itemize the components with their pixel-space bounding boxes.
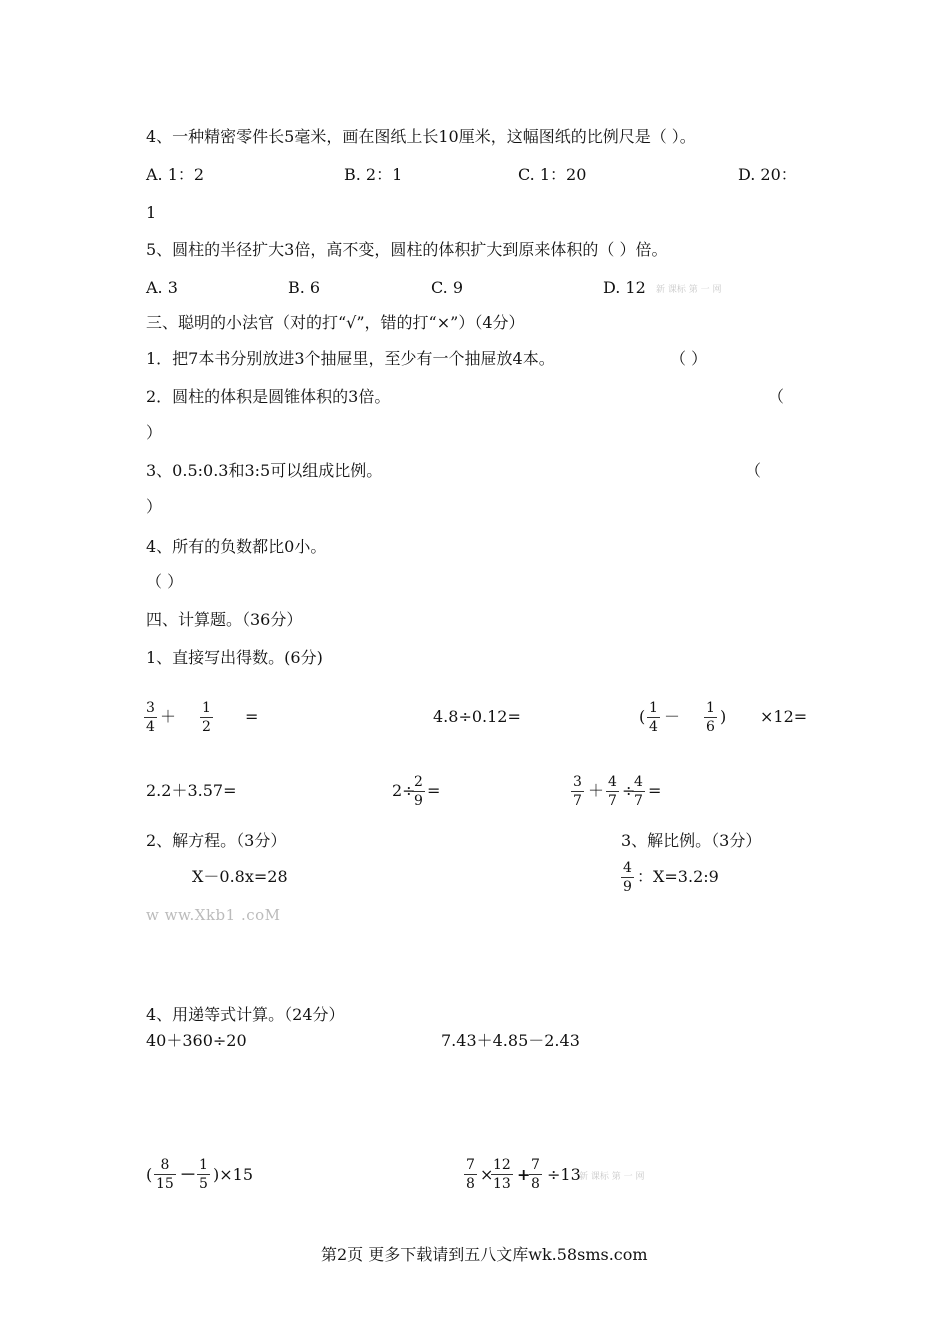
numerator: 4: [634, 774, 643, 790]
paren-close: ): [720, 707, 727, 726]
denominator: 8: [466, 1176, 475, 1192]
denominator: 9: [623, 879, 632, 895]
q5-option-d: D. 12: [603, 278, 646, 297]
numerator: 3: [146, 700, 155, 716]
fraction-bar: [647, 717, 660, 718]
fraction: [197, 1157, 210, 1192]
fraction: [412, 774, 425, 809]
sub4-problem-2: 7.43＋4.85－2.43: [441, 1031, 580, 1050]
q5-option-b: B. 6: [288, 278, 321, 297]
numerator: 4: [608, 774, 617, 790]
fraction: [200, 700, 213, 735]
denominator: 4: [146, 719, 155, 735]
operator: －: [664, 707, 681, 726]
denominator: 5: [199, 1176, 208, 1192]
sub4-problem-3-tail: )×15: [213, 1165, 254, 1184]
q4-option-a: A. 1：2: [146, 165, 205, 184]
q5-option-a: A. 3: [146, 278, 178, 297]
paren-open: (: [639, 707, 646, 726]
s3-item-2-answer-open: （: [768, 387, 785, 406]
operator: ÷: [622, 781, 636, 800]
operator: ×: [480, 1165, 494, 1184]
operator: ＋: [160, 707, 177, 726]
fraction: [704, 700, 717, 735]
q4-option-c: C. 1：20: [518, 165, 587, 184]
fraction-bar: [529, 1174, 542, 1175]
s3-item-4-answer: （ ）: [146, 572, 184, 591]
sub2-title: 2、解方程。（3分）: [146, 831, 287, 850]
operator: －: [180, 1165, 197, 1184]
fraction-bar: [571, 791, 584, 792]
s3-item-3-answer-close: ）: [146, 497, 163, 516]
s3-item-4: 4、所有的负数都比0小。: [146, 537, 327, 556]
section4-title: 四、计算题。（36分）: [146, 610, 303, 629]
numerator: 1: [706, 700, 715, 716]
denominator: 7: [573, 793, 582, 809]
fraction: [144, 700, 157, 735]
numerator: 1: [199, 1157, 208, 1173]
q5-option-c: C. 9: [431, 278, 464, 297]
fraction: [632, 774, 645, 809]
sub2-equation: X－0.8x=28: [192, 867, 288, 886]
sub3-proportion: ：X=3.2:9: [637, 867, 719, 886]
s3-item-3: 3、0.5:0.3和3:5可以组成比例。: [146, 461, 383, 480]
sub4-title: 4、用递等式计算。（24分）: [146, 1005, 345, 1024]
numerator: 4: [623, 860, 632, 876]
watermark-text: 新 课标 第 一 网: [656, 285, 722, 295]
fraction: [606, 774, 619, 809]
sub3-title: 3、解比例。（3分）: [621, 831, 762, 850]
fraction: [571, 774, 584, 809]
denominator: 9: [414, 793, 423, 809]
q4-option-d: D. 20：: [738, 165, 797, 184]
numerator: 1: [649, 700, 658, 716]
denominator: 8: [531, 1176, 540, 1192]
fraction-bar: [154, 1174, 176, 1175]
operator: ＋: [588, 781, 605, 800]
sub4-problem-4-tail: ÷13: [547, 1165, 581, 1184]
numerator: 2: [414, 774, 423, 790]
numerator: 7: [531, 1157, 540, 1173]
sub4-problem-1: 40＋360÷20: [146, 1031, 247, 1050]
fraction-bar: [621, 877, 634, 878]
denominator: 13: [493, 1176, 511, 1192]
fraction-bar: [632, 791, 645, 792]
denominator: 15: [156, 1176, 174, 1192]
s3-item-1-answer: （ ）: [670, 349, 708, 368]
fraction: [464, 1157, 477, 1192]
numerator: 3: [573, 774, 582, 790]
watermark-text: w ww.Xkb1 .coM: [146, 906, 281, 924]
equals-sign: =: [245, 707, 259, 726]
numerator: 12: [493, 1157, 511, 1173]
fraction: [647, 700, 660, 735]
denominator: 6: [706, 719, 715, 735]
fraction: [529, 1157, 542, 1192]
calc-e5-prefix: 2÷: [392, 781, 416, 800]
fraction-bar: [704, 717, 717, 718]
s3-item-1: 1．把7本书分别放进3个抽屉里，至少有一个抽屉放4本。: [146, 349, 555, 368]
s3-item-2: 2．圆柱的体积是圆锥体积的3倍。: [146, 387, 391, 406]
equals-sign: =: [427, 781, 441, 800]
fraction: [491, 1157, 513, 1192]
section3-title: 三、聪明的小法官（对的打“√”，错的打“×”）（4分）: [146, 313, 525, 332]
denominator: 7: [634, 793, 643, 809]
s3-item-3-answer-open: （: [745, 461, 762, 480]
fraction-bar: [464, 1174, 477, 1175]
fraction: [154, 1157, 176, 1192]
q4-text: 4、一种精密零件长5毫米，画在图纸上长10厘米，这幅图纸的比例尺是（ ）。: [146, 127, 696, 146]
fraction: [621, 860, 634, 895]
operator: +: [517, 1165, 531, 1184]
numerator: 8: [160, 1157, 170, 1173]
fraction-bar: [491, 1174, 513, 1175]
q5-text: 5、圆柱的半径扩大3倍，高不变，圆柱的体积扩大到原来体积的（ ）倍。: [146, 240, 668, 259]
s3-item-2-answer-close: ）: [146, 423, 163, 442]
fraction-bar: [412, 791, 425, 792]
fraction-bar: [606, 791, 619, 792]
denominator: 7: [608, 793, 617, 809]
page-footer: 第2页 更多下载请到五八文库wk.58sms.com: [321, 1245, 648, 1264]
q4-option-d-wrap: 1: [146, 203, 157, 222]
equals-sign: =: [648, 781, 662, 800]
calc-e2: 4.8÷0.12=: [433, 707, 521, 726]
q4-option-b: B. 2：1: [344, 165, 403, 184]
calc-e3-tail: ×12=: [760, 707, 808, 726]
denominator: 4: [649, 719, 658, 735]
fraction-bar: [200, 717, 213, 718]
fraction-bar: [197, 1174, 210, 1175]
numerator: 1: [202, 700, 211, 716]
sub1-title: 1、直接写出得数。(6分): [146, 648, 323, 667]
watermark-text: 新 课标 第 一 网: [579, 1172, 645, 1182]
numerator: 7: [466, 1157, 475, 1173]
paren-open: (: [146, 1165, 153, 1184]
fraction-bar: [144, 717, 157, 718]
denominator: 2: [202, 719, 211, 735]
calc-e4: 2.2＋3.57=: [146, 781, 237, 800]
